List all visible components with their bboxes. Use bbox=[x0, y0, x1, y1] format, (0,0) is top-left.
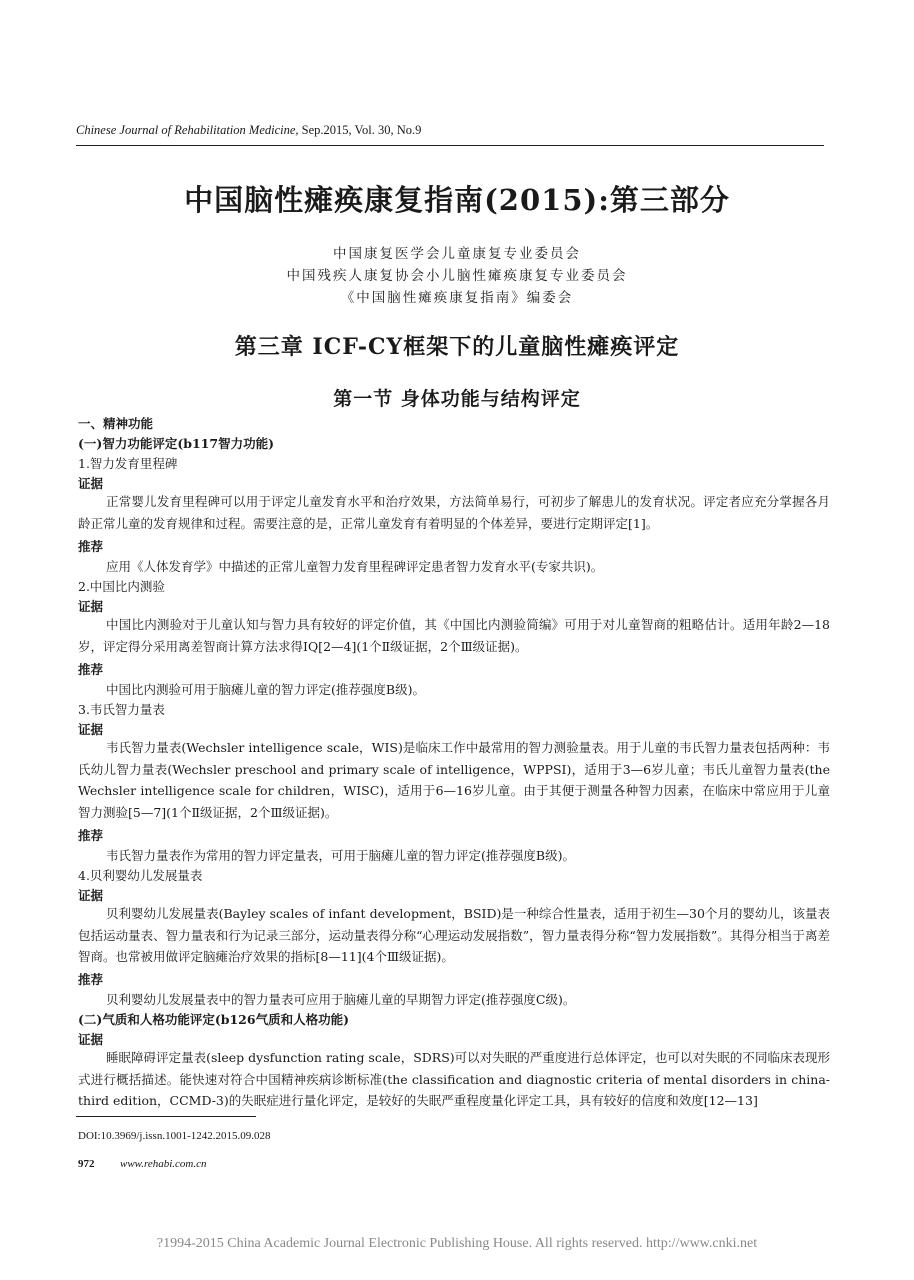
paragraph-sleep: 睡眠障碍评定量表(sleep dysfunction rating scale，SDRS)可以对失眠的严重度进行总体评定，也可以对失眠的不同临床表现形式进行概括描述。能快速对符合中国精神疾病诊断标准(the classification and diagnostic criteria of mental disorders in china-third edition，CCMD-3)的失眠症进行量化评定，是较好的失眠严重程度量化评定工具，具有较好的信度和效度[12—13] bbox=[78, 1050, 830, 1108]
evidence-label: 证据 bbox=[78, 476, 104, 491]
issue-info: Sep.2015, Vol. 30, No.9 bbox=[301, 123, 422, 137]
evidence-label: 证据 bbox=[78, 599, 104, 614]
recommendation-label: 推荐 bbox=[78, 828, 104, 843]
journal-website: www.rehabi.com.cn bbox=[120, 1158, 207, 1170]
article-title: 中国脑性瘫痪康复指南(2015):第三部分 bbox=[184, 183, 730, 217]
recommendation-bayley: 贝利婴幼儿发展量表中的智力量表可应用于脑瘫儿童的早期智力评定(推荐强度C级)。 bbox=[106, 992, 576, 1007]
recommendation-binet: 中国比内测验可用于脑瘫儿童的智力评定(推荐强度B级)。 bbox=[106, 682, 425, 697]
chapter-heading: 第三章 ICF-CY框架下的儿童脑性瘫痪评定 bbox=[234, 334, 680, 360]
evidence-label: 证据 bbox=[78, 1032, 104, 1047]
page-number: 972 bbox=[78, 1158, 95, 1170]
recommendation-label: 推荐 bbox=[78, 662, 104, 677]
footnote-rule bbox=[76, 1116, 256, 1117]
recommendation-wechsler: 韦氏智力量表作为常用的智力评定量表，可用于脑瘫儿童的智力评定(推荐强度B级)。 bbox=[106, 848, 575, 863]
paragraph-milestones: 正常婴儿发育里程碑可以用于评定儿童发育水平和治疗效果，方法简单易行，可初步了解患儿的发育状况。评定者应充分掌握各月龄正常儿童的发育规律和过程。需要注意的是，正常儿童发育有着明显的个体差异，要进行定期评定[1]。 bbox=[78, 494, 830, 531]
subheading-bayley: 4.贝利婴幼儿发展量表 bbox=[78, 868, 203, 883]
author-line-3: 《中国脑性瘫痪康复指南》编委会 bbox=[340, 290, 574, 306]
author-line-1: 中国康复医学会儿童康复专业委员会 bbox=[333, 246, 581, 262]
subheading-milestones: 1.智力发育里程碑 bbox=[78, 456, 178, 471]
doi: DOI:10.3969/j.issn.1001-1242.2015.09.028 bbox=[78, 1130, 271, 1142]
recommendation-milestones: 应用《人体发育学》中描述的正常儿童智力发育里程碑评定患者智力发育水平(专家共识)。 bbox=[106, 559, 604, 574]
subheading-binet: 2.中国比内测验 bbox=[78, 579, 165, 594]
heading-intellectual-function: (一)智力功能评定(b117智力功能) bbox=[78, 436, 274, 451]
paragraph-bayley: 贝利婴幼儿发展量表(Bayley scales of infant development，BSID)是一种综合性量表，适用于初生—30个月的婴幼儿，该量表包括运动量表、智力量表和行为记录三部分，运动量表得分称“心理运动发展指数”，智力量表得分称“智力发展指数”。其得分相当于离差智商。也常被用做评定脑瘫治疗效果的指标[8—11](4个Ⅲ级证据)。 bbox=[78, 906, 830, 964]
journal-name: Chinese Journal of Rehabilitation Medicine, bbox=[76, 123, 299, 137]
heading-temperament: (二)气质和人格功能评定(b126气质和人格功能) bbox=[78, 1012, 349, 1027]
author-line-2: 中国残疾人康复协会小儿脑性瘫痪康复专业委员会 bbox=[286, 268, 628, 284]
section-heading: 第一节 身体功能与结构评定 bbox=[333, 388, 581, 410]
recommendation-label: 推荐 bbox=[78, 539, 104, 554]
evidence-label: 证据 bbox=[78, 722, 104, 737]
recommendation-label: 推荐 bbox=[78, 972, 104, 987]
evidence-label: 证据 bbox=[78, 888, 104, 903]
subheading-wechsler: 3.韦氏智力量表 bbox=[78, 702, 165, 717]
running-header bbox=[76, 123, 421, 138]
header-rule bbox=[76, 145, 824, 146]
paragraph-binet: 中国比内测验对于儿童认知与智力具有较好的评定价值，其《中国比内测验简编》可用于对儿童智商的粗略估计。适用年龄2—18岁，评定得分采用离差智商计算方法求得IQ[2—4](1个Ⅱ级证据，2个Ⅲ级证据)。 bbox=[78, 617, 830, 654]
paragraph-wechsler: 韦氏智力量表(Wechsler intelligence scale，WIS)是临床工作中最常用的智力测验量表。用于儿童的韦氏智力量表包括两种：韦氏幼儿智力量表(Wechsler preschool and primary scale of intelligence，WPPSI)，适用于3—6岁儿童；韦氏儿童智力量表(the Wechsler intelligence scale for children，WISC)，适用于6—16岁儿童。由于其便于测量各种智力因素，在临床中常应用于儿童智力测验[5—7](1个Ⅱ级证据，2个Ⅲ级证据)。 bbox=[78, 740, 830, 820]
heading-mental-function: 一、精神功能 bbox=[78, 416, 154, 431]
cnki-footer: ?1994-2015 China Academic Journal Electronic Publishing House. All rights reserved. http://www.cnki.net bbox=[156, 1236, 758, 1251]
